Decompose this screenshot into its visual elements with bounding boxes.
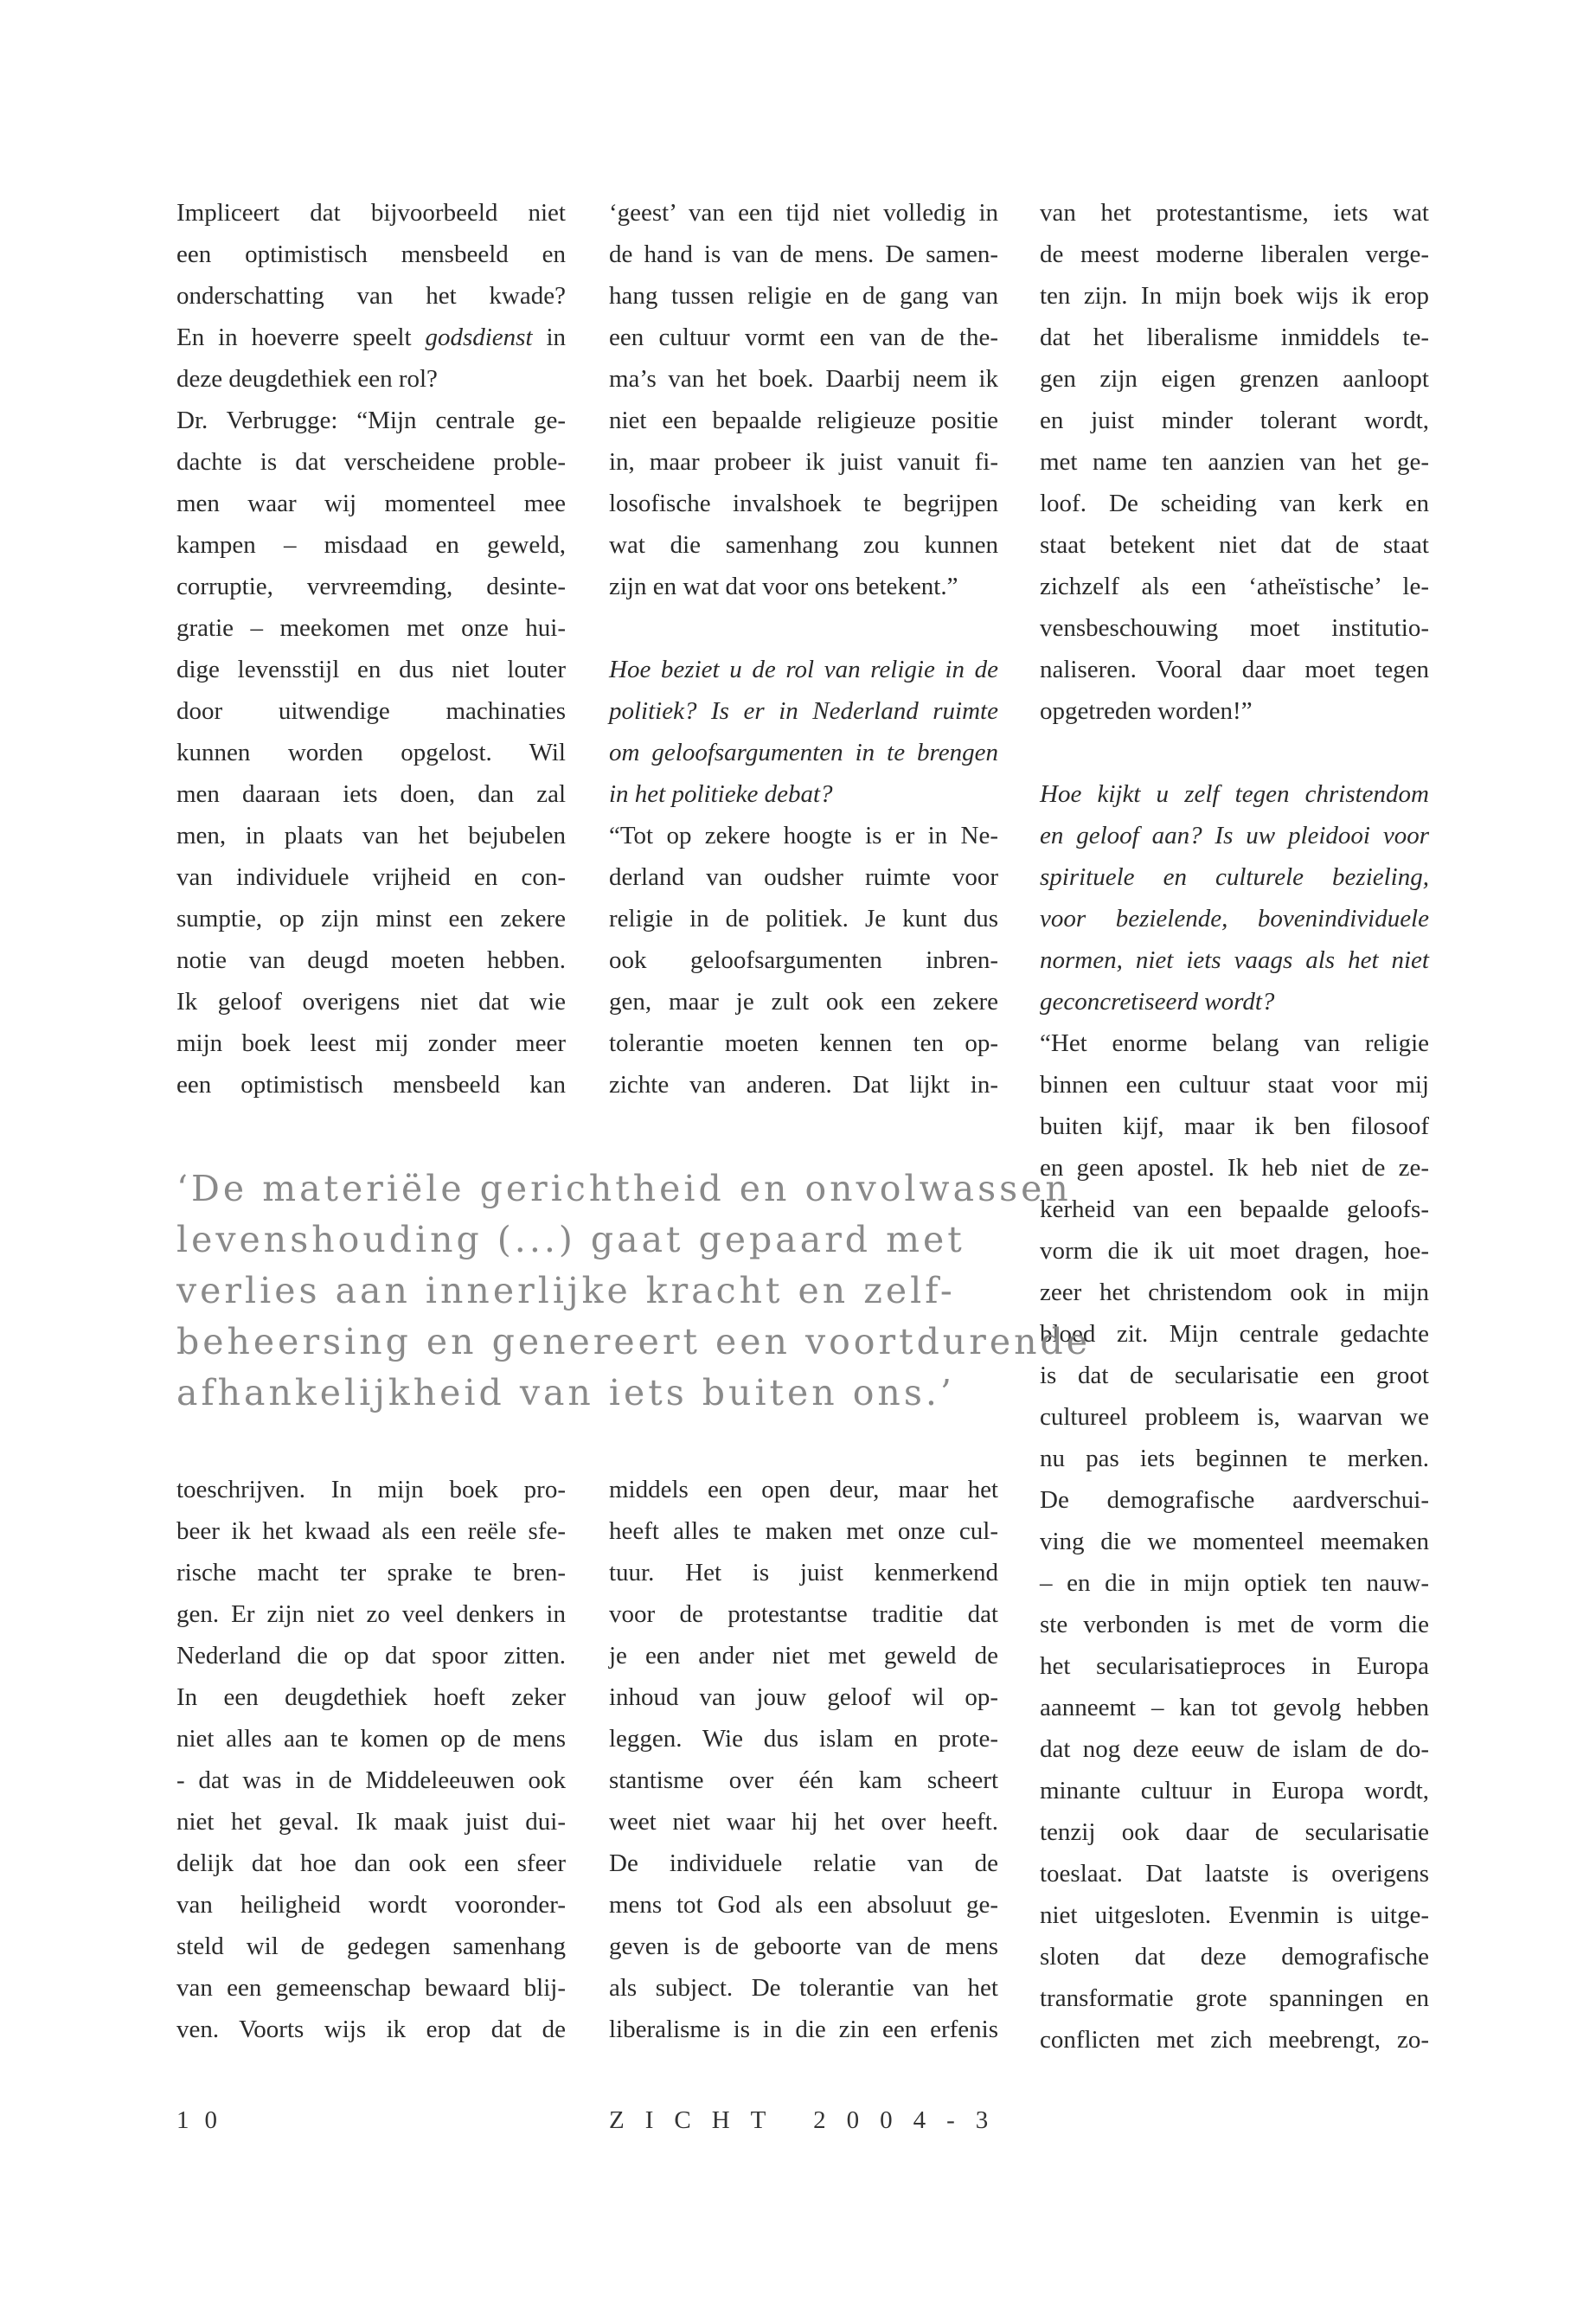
text-line: weet niet waar hij het over heeft. (609, 1808, 998, 1836)
text-line: gratie – meekomen met onze hui- (176, 614, 566, 642)
question-line: Hoe beziet u de rol van religie in de (609, 656, 998, 683)
text-line: vorm die ik uit moet dragen, hoe- (1040, 1237, 1429, 1265)
text-line: “Tot op zekere hoogte is er in Ne- (609, 822, 998, 849)
text-line: liberalisme is in die zin een erfenis (609, 2016, 998, 2043)
text-line: ten zijn. In mijn boek wijs ik erop (1040, 282, 1429, 310)
text-line: corruptie, vervreemding, desinte- (176, 573, 566, 600)
text-line: leggen. Wie dus islam en prote- (609, 1725, 998, 1753)
text-line: zijn en wat dat voor ons betekent.” (609, 573, 958, 600)
text-line: als subject. De tolerantie van het (609, 1974, 998, 2002)
text-line: is dat de secularisatie een groot (1040, 1362, 1429, 1389)
text-line: dige levensstijl en dus niet louter (176, 656, 566, 683)
text-line: onderschatting van het kwade? (176, 282, 566, 310)
text-line: sloten dat deze demografische (1040, 1943, 1429, 1971)
column-2-bottom (609, 1469, 998, 2050)
text-line: van het protestantisme, iets wat (1040, 199, 1429, 227)
text-line: Impliceert dat bijvoorbeeld niet (176, 199, 566, 227)
text-line: een optimistisch mensbeeld en (176, 240, 566, 268)
text-line: niet het geval. Ik maak juist dui- (176, 1808, 566, 1836)
text-line: ste verbonden is met de vorm die (1040, 1611, 1429, 1638)
text-line: En in hoeverre speelt godsdienst in (176, 324, 566, 351)
text-line: een optimistisch mensbeeld kan (176, 1071, 566, 1099)
text-line: ma’s van het boek. Daarbij neem ik (609, 365, 998, 393)
text-line: De demografische aardverschui- (1040, 1486, 1429, 1514)
text-line: Nederland die op dat spoor zitten. (176, 1642, 566, 1670)
pull-quote-line: verlies aan innerlijke kracht en zelf- (176, 1270, 956, 1311)
text-line: vensbeschouwing moet institutio- (1040, 614, 1429, 642)
text-line: een cultuur vormt een van de the- (609, 324, 998, 351)
text-line: van individuele vrijheid en con- (176, 863, 566, 891)
text-line: dat het liberalisme inmiddels te- (1040, 324, 1429, 351)
text-line: wat die samenhang zou kunnen (609, 531, 998, 559)
text-line: deze deugdethiek een rol? (176, 365, 438, 393)
text-line: In een deugdethiek hoeft zeker (176, 1683, 566, 1711)
text-line: zichte van anderen. Dat lijkt in- (609, 1071, 998, 1099)
text-line: geven is de geboorte van de mens (609, 1932, 998, 1960)
pull-quote (176, 1163, 1091, 1419)
text-line: zichzelf als een ‘atheïstische’ le- (1040, 573, 1429, 600)
text-line: toeslaat. Dat laatste is overigens (1040, 1860, 1429, 1888)
text-line: delijk dat hoe dan ook een sfeer (176, 1849, 566, 1877)
text-line: kerheid van een bepaalde geloofs- (1040, 1195, 1429, 1223)
text-line: dachte is dat verscheidene proble- (176, 448, 566, 476)
text-line: inhoud van jouw geloof wil op- (609, 1683, 998, 1711)
text-line: gen zijn eigen grenzen aanloopt (1040, 365, 1429, 393)
text-line: cultureel probleem is, waarvan we (1040, 1403, 1429, 1431)
text-line: Dr. Verbrugge: “Mijn centrale ge- (176, 407, 566, 434)
text-line: conflicten met zich meebrengt, zo- (1040, 2026, 1429, 2054)
column-1-top (176, 192, 566, 1106)
text-line: beer ik het kwaad als een reële sfe- (176, 1517, 566, 1545)
text-line: binnen een cultuur staat voor mij (1040, 1071, 1429, 1099)
text-line: sumptie, op zijn minst een zekere (176, 905, 566, 933)
paragraph-gap (1040, 732, 1429, 773)
pull-quote-line: afhankelijkheid van iets buiten ons.’ (176, 1372, 955, 1413)
text-line: “Het enorme belang van religie (1040, 1029, 1429, 1057)
text-line: ving die we momenteel meemaken (1040, 1528, 1429, 1555)
text-line: met name ten aanzien van het ge- (1040, 448, 1429, 476)
text-line: minante cultuur in Europa wordt, (1040, 1777, 1429, 1804)
text-line: mijn boek leest mij zonder meer (176, 1029, 566, 1057)
text-line: men waar wij momenteel mee (176, 490, 566, 517)
column-3 (1040, 192, 1429, 2061)
text-line: tolerantie moeten kennen ten op- (609, 1029, 998, 1057)
text-line: tenzij ook daar de secularisatie (1040, 1818, 1429, 1846)
text-line: De individuele relatie van de (609, 1849, 998, 1877)
text-line: naliseren. Vooral daar moet tegen (1040, 656, 1429, 683)
question-line: en geloof aan? Is uw pleidooi voor (1040, 822, 1429, 849)
text-line: stantisme over één kam scheert (609, 1766, 998, 1794)
text-line: voor de protestantse traditie dat (609, 1600, 998, 1628)
column-1-bottom (176, 1469, 566, 2050)
text-line: staat betekent niet dat de staat (1040, 531, 1429, 559)
text-line: gen, maar je zult ook een zekere (609, 988, 998, 1016)
journal-footer: ZICHT 2004-3 (609, 2106, 1010, 2134)
text-line: men, in plaats van het bejubelen (176, 822, 566, 849)
text-line: je een ander niet met geweld de (609, 1642, 998, 1670)
text-line: kampen – misdaad en geweld, (176, 531, 566, 559)
text-line: dat nog deze eeuw de islam de do- (1040, 1735, 1429, 1763)
question-line: in het politieke debat? (609, 780, 833, 808)
pull-quote-line: beheersing en genereert een voortdurende (176, 1321, 1091, 1362)
text-line: toeschrijven. In mijn boek pro- (176, 1476, 566, 1503)
text-line: niet alles aan te komen op de mens (176, 1725, 566, 1753)
text-line: opgetreden worden!” (1040, 697, 1253, 725)
text-line: in, maar probeer ik juist vanuit fi- (609, 448, 998, 476)
question-line: normen, niet iets vaags als het niet (1040, 946, 1429, 974)
text-line: rische macht ter sprake te bren- (176, 1559, 566, 1586)
text-line: aanneemt – kan tot gevolg hebben (1040, 1694, 1429, 1721)
text-line: kunnen worden opgelost. Wil (176, 739, 566, 766)
text-line: tuur. Het is juist kenmerkend (609, 1559, 998, 1586)
text-line: ven. Voorts wijs ik erop dat de (176, 2016, 566, 2043)
text-line: hang tussen religie en de gang van (609, 282, 998, 310)
text-line: derland van oudsher ruimte voor (609, 863, 998, 891)
pull-quote-line: ‘De materiële gerichtheid en onvolwassen (176, 1168, 1072, 1209)
paragraph-gap (609, 607, 998, 649)
text-line: gen. Er zijn niet zo veel denkers in (176, 1600, 566, 1628)
question-line: voor bezielende, bovenindividuele (1040, 905, 1429, 933)
pull-quote-line: levenshouding (...) gaat gepaard met (176, 1219, 965, 1260)
text-line: het secularisatieproces in Europa (1040, 1652, 1429, 1680)
text-line: religie in de politiek. Je kunt dus (609, 905, 998, 933)
text-line: mens tot God als een absoluut ge- (609, 1891, 998, 1919)
text-line: niet uitgesloten. Evenmin is uitge- (1040, 1901, 1429, 1929)
text-line: losofische invalshoek te begrijpen (609, 490, 998, 517)
text-line: loof. De scheiding van kerk en (1040, 490, 1429, 517)
text-line: bloed zit. Mijn centrale gedachte (1040, 1320, 1429, 1348)
page-number: 10 (176, 2106, 233, 2134)
question-line: politiek? Is er in Nederland ruimte (609, 697, 998, 725)
question-line: Hoe kijkt u zelf tegen christendom (1040, 780, 1429, 808)
text-line: ook geloofsargumenten inbren- (609, 946, 998, 974)
question-line: spirituele en culturele bezieling, (1040, 863, 1429, 891)
text-line: men daaraan iets doen, dan zal (176, 780, 566, 808)
text-line: en juist minder tolerant wordt, (1040, 407, 1429, 434)
text-line: steld wil de gedegen samenhang (176, 1932, 566, 1960)
text-line: van een gemeenschap bewaard blij- (176, 1974, 566, 2002)
question-line: geconcretiseerd wordt? (1040, 988, 1275, 1016)
text-line: door uitwendige machinaties (176, 697, 566, 725)
text-line: van heiligheid wordt vooronder- (176, 1891, 566, 1919)
text-line: buiten kijf, maar ik ben filosoof (1040, 1112, 1429, 1140)
text-line: zeer het christendom ook in mijn (1040, 1279, 1429, 1306)
text-line: ‘geest’ van een tijd niet volledig in (609, 199, 998, 227)
text-line: transformatie grote spanningen en (1040, 1984, 1429, 2012)
text-line: – en die in mijn optiek ten nauw- (1040, 1569, 1429, 1597)
text-line: de hand is van de mens. De samen- (609, 240, 998, 268)
text-line: notie van deugd moeten hebben. (176, 946, 566, 974)
question-line: om geloofsargumenten in te brengen (609, 739, 998, 766)
text-line: middels een open deur, maar het (609, 1476, 998, 1503)
text-line: heeft alles te maken met onze cul- (609, 1517, 998, 1545)
text-line: nu pas iets beginnen te merken. (1040, 1445, 1429, 1472)
column-2-top (609, 192, 998, 1106)
text-line: niet een bepaalde religieuze positie (609, 407, 998, 434)
text-line: - dat was in de Middeleeuwen ook (176, 1766, 566, 1794)
text-line: en geen apostel. Ik heb niet de ze- (1040, 1154, 1429, 1182)
text-line: Ik geloof overigens niet dat wie (176, 988, 566, 1016)
text-line: de meest moderne liberalen verge- (1040, 240, 1429, 268)
